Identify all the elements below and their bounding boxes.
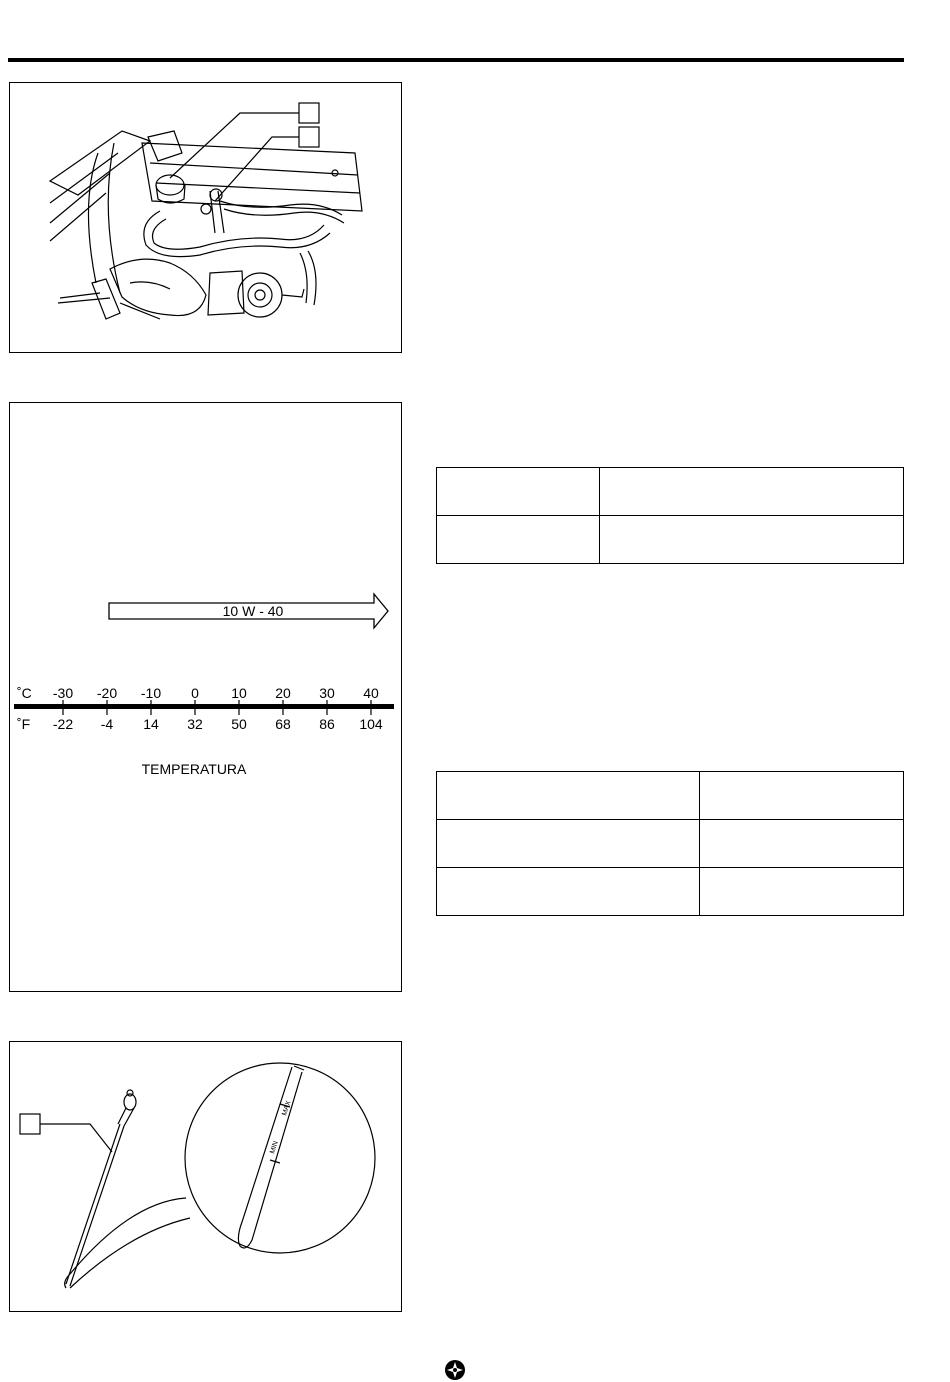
celsius-tick-label: -20 bbox=[96, 685, 118, 701]
fahrenheit-unit: ˚F bbox=[17, 716, 31, 732]
spec-table-1 bbox=[436, 467, 904, 564]
dipstick-illustration bbox=[10, 1042, 403, 1313]
table-row bbox=[437, 468, 904, 516]
table-row bbox=[437, 772, 904, 820]
celsius-tick-label: 40 bbox=[363, 685, 379, 701]
callout-box-2 bbox=[299, 127, 319, 147]
magnifier-circle bbox=[185, 1063, 375, 1253]
table-row bbox=[437, 516, 904, 564]
fahrenheit-tick-label: 50 bbox=[231, 716, 247, 732]
table-cell bbox=[700, 868, 904, 916]
seal-icon bbox=[443, 1358, 467, 1382]
celsius-tick-labels bbox=[53, 685, 379, 715]
table-cell bbox=[700, 772, 904, 820]
fahrenheit-tick-label: 14 bbox=[143, 716, 159, 732]
temperature-axis bbox=[14, 704, 394, 709]
celsius-tick-label: 10 bbox=[231, 685, 247, 701]
table-row bbox=[437, 868, 904, 916]
table-cell bbox=[437, 516, 600, 564]
callout-box-1 bbox=[299, 103, 319, 123]
celsius-unit: ˚C bbox=[17, 685, 32, 701]
table-cell bbox=[600, 468, 904, 516]
table-cell bbox=[437, 868, 700, 916]
dipstick-illustration-panel bbox=[9, 1041, 402, 1312]
dipstick-min-mark: MIN bbox=[269, 1140, 280, 1155]
oil-viscosity-panel bbox=[9, 402, 402, 992]
fahrenheit-tick-label: 68 bbox=[275, 716, 291, 732]
table-cell bbox=[437, 772, 700, 820]
fahrenheit-tick-label: 32 bbox=[187, 716, 203, 732]
fahrenheit-tick-label: -4 bbox=[100, 716, 114, 732]
fahrenheit-tick-label: 86 bbox=[319, 716, 335, 732]
axis-caption: TEMPERATURA bbox=[141, 761, 247, 777]
celsius-tick-label: -10 bbox=[140, 685, 162, 701]
fahrenheit-tick-label: -22 bbox=[52, 716, 74, 732]
callout-box-dipstick bbox=[20, 1114, 40, 1134]
fahrenheit-tick-labels bbox=[53, 716, 383, 732]
table-cell bbox=[437, 468, 600, 516]
grade-label: 10 W - 40 bbox=[222, 603, 284, 619]
dipstick-max-mark: MAX bbox=[281, 1100, 293, 1117]
celsius-tick-label: 30 bbox=[319, 685, 335, 701]
engine-illustration-panel bbox=[9, 82, 402, 353]
fahrenheit-tick-label: 104 bbox=[359, 716, 383, 732]
header-rule bbox=[8, 58, 904, 62]
table-row bbox=[437, 820, 904, 868]
callout-leader-dipstick bbox=[40, 1124, 112, 1152]
celsius-tick-label: 20 bbox=[275, 685, 291, 701]
table-cell bbox=[700, 820, 904, 868]
engine-illustration bbox=[10, 83, 403, 354]
celsius-tick-label: -30 bbox=[52, 685, 74, 701]
table-cell bbox=[437, 820, 700, 868]
celsius-tick-label: 0 bbox=[191, 685, 199, 701]
oil-viscosity-chart bbox=[10, 403, 403, 993]
spec-table-2 bbox=[436, 771, 904, 916]
table-cell bbox=[600, 516, 904, 564]
